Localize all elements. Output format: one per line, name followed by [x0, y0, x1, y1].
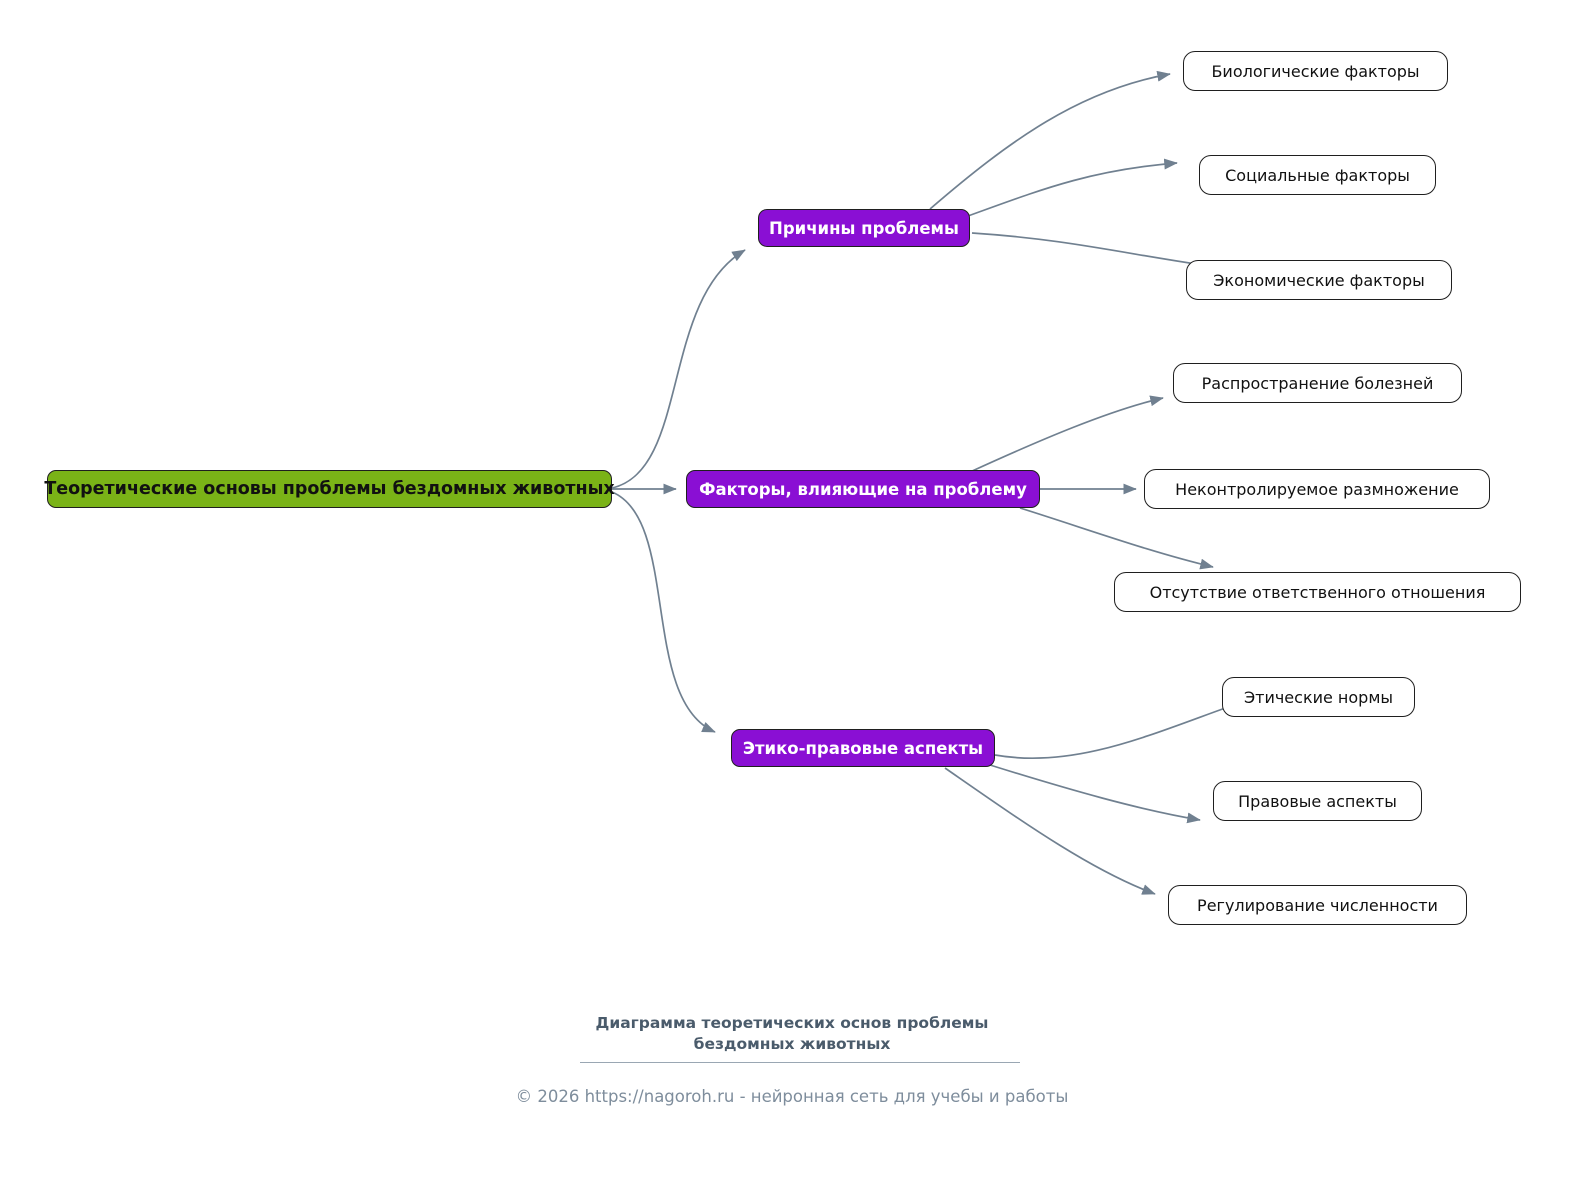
node-leaf-label: Отсутствие ответственного отношения [1149, 582, 1486, 602]
caption-line-2: бездомных животных [693, 1034, 891, 1053]
node-leaf-eticheskie-normy[interactable] [1222, 677, 1415, 717]
edge-root-to-etiko [612, 492, 715, 732]
node-leaf-label: Экономические факторы [1213, 270, 1425, 290]
node-leaf-label: Социальные факторы [1225, 165, 1410, 185]
node-leaf-otsutstvie-otvetstvennogo-otnosheniya[interactable] [1114, 572, 1521, 612]
node-leaf-label: Правовые аспекты [1238, 791, 1397, 811]
edge-faktory-bolezni [970, 398, 1163, 472]
footer-text: © 2026 https://nagoroh.ru - нейронная сеть для учебы и работы [515, 1087, 1069, 1106]
node-leaf-rasprostranenie-boleznei[interactable] [1173, 363, 1462, 403]
node-leaf-regulirovanie-chislennosti[interactable] [1168, 885, 1467, 925]
node-branch-faktory-label: Факторы, влияющие на проблему [699, 479, 1027, 499]
node-leaf-biologicheskie-faktory[interactable] [1183, 51, 1448, 91]
edge-prichiny-social [968, 163, 1177, 216]
node-branch-prichiny[interactable] [758, 209, 970, 247]
diagram-caption [0, 1013, 1584, 1055]
edge-etiko-regulirovanie [945, 768, 1155, 894]
caption-divider [580, 1062, 1020, 1063]
node-leaf-label: Этические нормы [1243, 687, 1394, 707]
node-leaf-label: Неконтролируемое размножение [1175, 479, 1459, 499]
edge-prichiny-bio [930, 74, 1170, 209]
node-leaf-pravovye-aspekty[interactable] [1213, 781, 1422, 821]
node-leaf-label: Регулирование численности [1197, 895, 1438, 915]
node-root[interactable] [44, 470, 615, 508]
footer-credit [0, 1087, 1584, 1106]
node-leaf-socialnye-faktory[interactable] [1199, 155, 1436, 195]
edge-root-to-prichiny [612, 250, 745, 488]
edge-faktory-otnoshenie [1020, 508, 1213, 567]
node-branch-prichiny-label: Причины проблемы [769, 218, 959, 238]
node-leaf-label: Биологические факторы [1211, 61, 1420, 81]
edge-etiko-normy [995, 700, 1248, 758]
edge-etiko-pravovye [990, 765, 1200, 820]
node-root-label: Теоретические основы проблемы бездомных животных [44, 479, 615, 499]
node-branch-etiko[interactable] [731, 729, 995, 767]
node-branch-etiko-label: Этико-правовые аспекты [742, 738, 984, 758]
node-branch-faktory[interactable] [686, 470, 1040, 508]
caption-line-1: Диаграмма теоретических основ проблемы [595, 1014, 989, 1032]
node-leaf-nekontroliruemoe-razmnozhenie[interactable] [1144, 469, 1490, 509]
node-leaf-label: Распространение болезней [1201, 373, 1434, 393]
node-leaf-ekonomicheskie-faktory[interactable] [1186, 260, 1452, 300]
